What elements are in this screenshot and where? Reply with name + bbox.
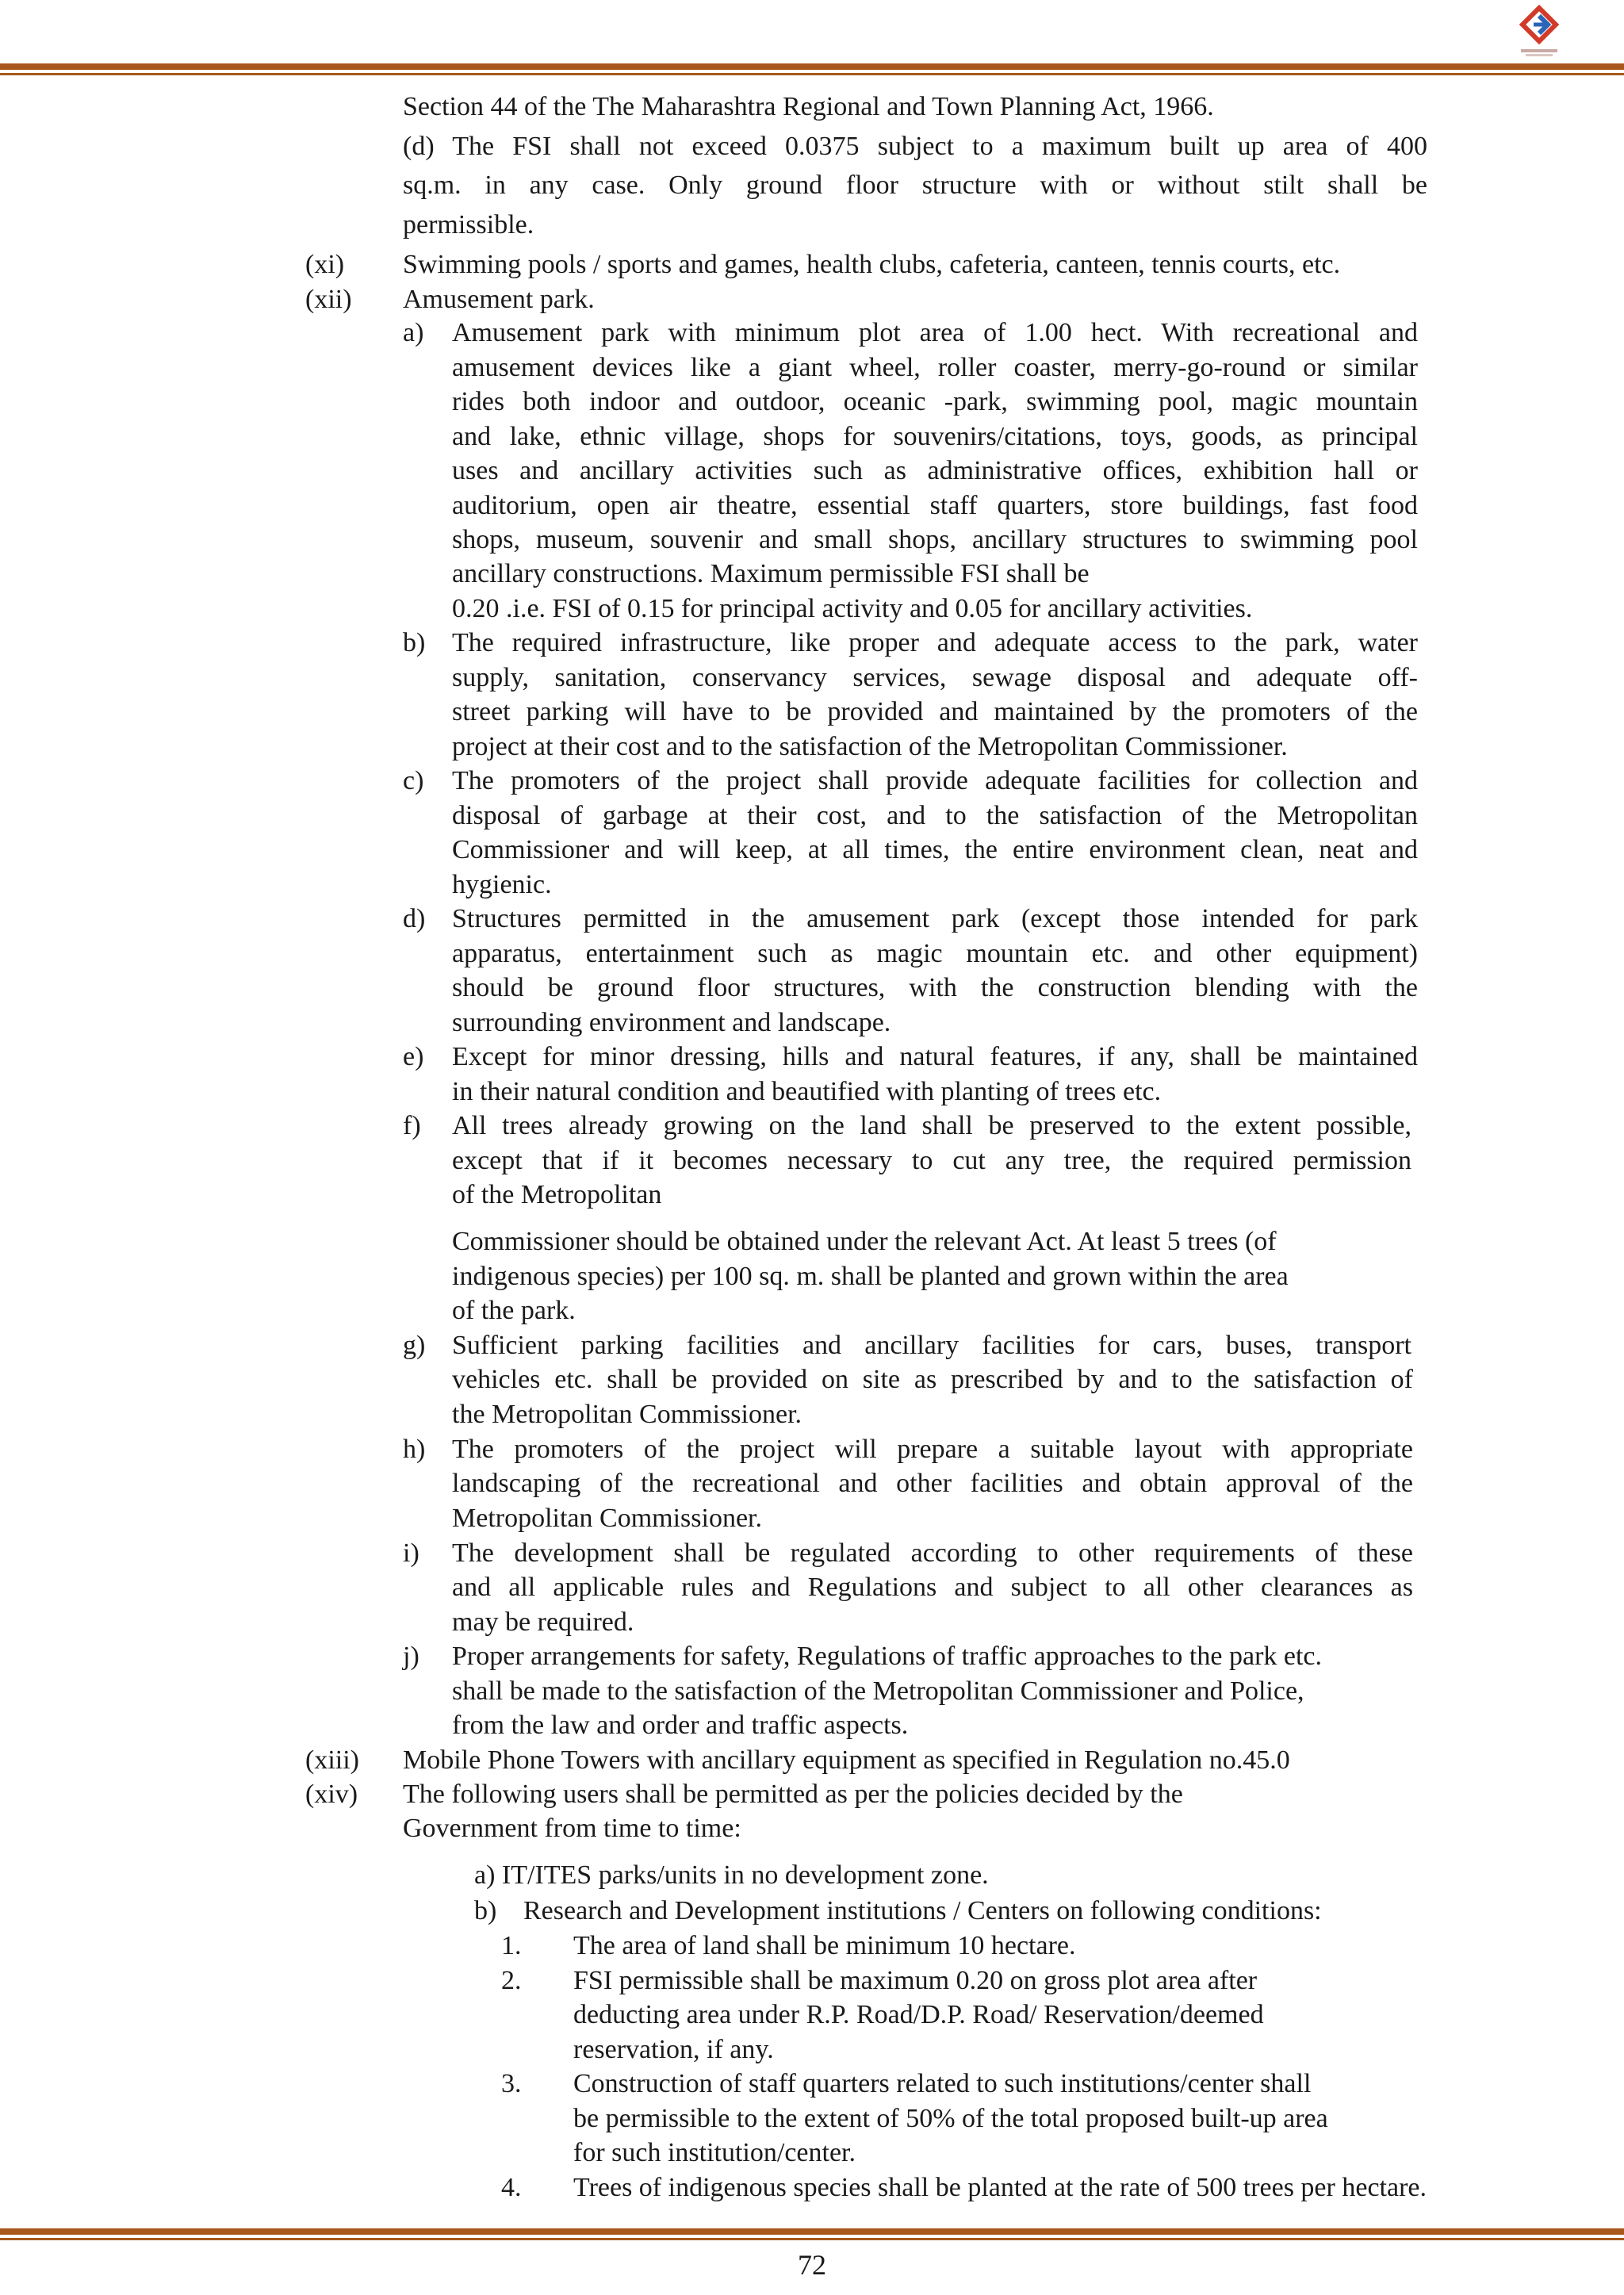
- text-line: Research and Development institutions / Centers on following conditions:: [523, 1896, 1322, 1925]
- text-line: vehicles etc. shall be provided on site as prescribed by and to the satisfaction of: [452, 1365, 1413, 1394]
- list-marker: a): [403, 318, 424, 347]
- list-marker: (xii): [305, 285, 352, 314]
- text-line: Trees of indigenous species shall be planted at the rate of 500 trees per hectare.: [573, 2173, 1427, 2202]
- text-line: sq.m. in any case. Only ground floor structure with or without stilt shall be: [403, 170, 1427, 200]
- text-line: of the Metropolitan: [452, 1180, 662, 1209]
- text-line: for such institution/center.: [573, 2138, 856, 2167]
- list-marker: e): [403, 1042, 424, 1071]
- list-marker: (xiii): [305, 1745, 359, 1775]
- text-line: The promoters of the project shall provide adequate facilities for collection and: [452, 766, 1418, 795]
- text-line: shall be made to the satisfaction of the Metropolitan Commissioner and Police,: [452, 1676, 1304, 1706]
- text-line: indigenous species) per 100 sq. m. shall be planted and grown within the area: [452, 1262, 1289, 1291]
- text-line: and lake, ethnic village, shops for souvenirs/citations, toys, goods, as principal: [452, 422, 1418, 451]
- list-marker: g): [403, 1331, 426, 1360]
- list-marker: (xi): [305, 250, 345, 279]
- text-line: Mobile Phone Towers with ancillary equipment as specified in Regulation no.45.0: [403, 1745, 1290, 1775]
- text-line: The area of land shall be minimum 10 hectare.: [573, 1931, 1076, 1960]
- text-line: Metropolitan Commissioner.: [452, 1504, 762, 1533]
- text-line: may be required.: [452, 1607, 634, 1637]
- text-line: Amusement park with minimum plot area of 1.00 hect. With recreational and: [452, 318, 1418, 347]
- list-marker: 3.: [501, 2069, 522, 2098]
- list-marker: 4.: [501, 2173, 522, 2202]
- list-marker: 1.: [501, 1931, 522, 1960]
- text-line: 0.20 .i.e. FSI of 0.15 for principal activity and 0.05 for ancillary activities.: [452, 594, 1253, 623]
- text-line: permissible.: [403, 210, 534, 239]
- text-line: All trees already growing on the land shall be preserved to the extent possible,: [452, 1111, 1411, 1140]
- text-line: Construction of staff quarters related to such institutions/center shall: [573, 2069, 1312, 2098]
- list-marker: (xiv): [305, 1780, 358, 1809]
- text-line: except that if it becomes necessary to cut any tree, the required permission: [452, 1146, 1411, 1175]
- footer-divider: [0, 2228, 1624, 2240]
- text-line: shops, museum, souvenir and small shops, ancillary structures to swimming pool: [452, 525, 1418, 554]
- text-line: The required infrastructure, like proper and adequate access to the park, water: [452, 628, 1418, 657]
- list-marker: b): [403, 628, 426, 657]
- list-marker: 2.: [501, 1966, 522, 1995]
- text-line: should be ground floor structures, with the construction blending with the: [452, 973, 1418, 1002]
- text-line: amusement devices like a giant wheel, roller coaster, merry-go-round or similar: [452, 353, 1418, 382]
- text-line: supply, sanitation, conservancy services, sewage disposal and adequate off-: [452, 663, 1418, 692]
- text-line: uses and ancillary activities such as administrative offices, exhibition hall or: [452, 456, 1418, 485]
- list-marker: d): [403, 904, 426, 933]
- text-line: be permissible to the extent of 50% of the total proposed built-up area: [573, 2104, 1328, 2133]
- text-line: Swimming pools / sports and games, health clubs, cafeteria, canteen, tennis courts, etc.: [403, 250, 1341, 279]
- organization-logo: [1516, 5, 1562, 60]
- text-line: The promoters of the project will prepare a suitable layout with appropriate: [452, 1435, 1413, 1464]
- page-number: 72: [798, 2249, 826, 2281]
- text-line: hygienic.: [452, 870, 552, 899]
- list-marker: i): [403, 1538, 419, 1568]
- text-line: in their natural condition and beautified with planting of trees etc.: [452, 1077, 1162, 1106]
- text-line: Structures permitted in the amusement park (except those intended for park: [452, 904, 1418, 933]
- text-line: Proper arrangements for safety, Regulations of traffic approaches to the park etc.: [452, 1642, 1323, 1671]
- text-line: Sufficient parking facilities and ancillary facilities for cars, buses, transport: [452, 1331, 1411, 1360]
- text-line: rides both indoor and outdoor, oceanic -park, swimming pool, magic mountain: [452, 387, 1418, 416]
- text-line: The development shall be regulated according to other requirements of these: [452, 1538, 1413, 1568]
- text-line: Amusement park.: [403, 285, 595, 314]
- list-marker: j): [403, 1642, 419, 1671]
- text-line: a) IT/ITES parks/units in no development zone.: [474, 1860, 989, 1890]
- text-line: Section 44 of the The Maharashtra Regional and Town Planning Act, 1966.: [403, 92, 1214, 121]
- text-line: of the park.: [452, 1296, 576, 1325]
- text-line: FSI permissible shall be maximum 0.20 on gross plot area after: [573, 1966, 1258, 1995]
- text-line: Commissioner should be obtained under the relevant Act. At least 5 trees (of: [452, 1227, 1277, 1256]
- list-marker: b): [474, 1896, 497, 1925]
- list-marker: f): [403, 1111, 421, 1140]
- header-divider: [0, 63, 1624, 75]
- text-line: the Metropolitan Commissioner.: [452, 1400, 802, 1429]
- text-line: street parking will have to be provided and maintained by the promoters of the: [452, 697, 1418, 726]
- text-line: disposal of garbage at their cost, and to the satisfaction of the Metropolitan: [452, 801, 1418, 830]
- text-line: ancillary constructions. Maximum permissible FSI shall be: [452, 559, 1090, 588]
- text-line: reservation, if any.: [573, 2035, 774, 2064]
- text-line: deducting area under R.P. Road/D.P. Road/ Reservation/deemed: [573, 2000, 1264, 2029]
- text-line: apparatus, entertainment such as magic mountain etc. and other equipment): [452, 939, 1418, 968]
- text-line: The following users shall be permitted as per the policies decided by the: [403, 1780, 1183, 1809]
- text-line: from the law and order and traffic aspects.: [452, 1711, 909, 1740]
- logo-mark-icon: [1522, 8, 1556, 41]
- text-line: Except for minor dressing, hills and natural features, if any, shall be maintained: [452, 1042, 1418, 1071]
- list-marker: h): [403, 1435, 426, 1464]
- text-line: (d) The FSI shall not exceed 0.0375 subject to a maximum built up area of 400: [403, 132, 1427, 161]
- text-line: surrounding environment and landscape.: [452, 1008, 891, 1037]
- list-marker: c): [403, 766, 424, 795]
- text-line: auditorium, open air theatre, essential staff quarters, store buildings, fast food: [452, 491, 1418, 520]
- text-line: Government from time to time:: [403, 1814, 741, 1843]
- text-line: Commissioner and will keep, at all times, the entire environment clean, neat and: [452, 835, 1418, 864]
- text-line: and all applicable rules and Regulations and subject to all other clearances as: [452, 1573, 1413, 1602]
- text-line: landscaping of the recreational and other facilities and obtain approval of the: [452, 1469, 1413, 1498]
- text-line: project at their cost and to the satisfaction of the Metropolitan Commissioner.: [452, 732, 1288, 761]
